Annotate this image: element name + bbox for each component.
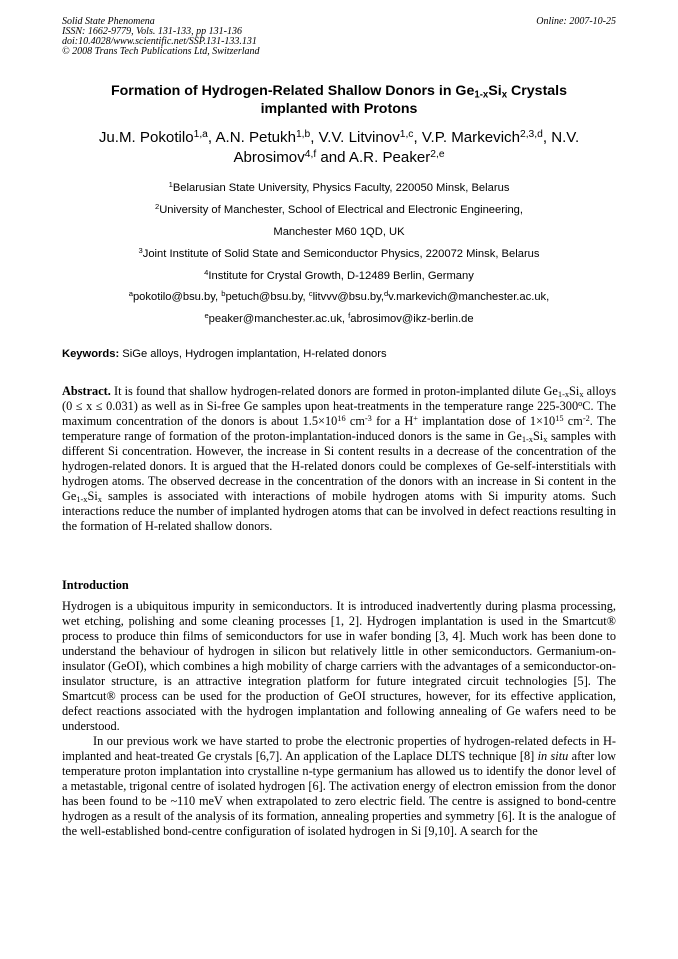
author: A.R. Peaker$^{2,e}$ <box>348 148 445 166</box>
journal-issn: ISSN: 1662-9779, Vols. 131-133, pp 131-136 <box>62 26 242 37</box>
title-text: Crystals <box>507 83 568 99</box>
author: Ju.M. Pokotilo$^{1,a}$ <box>98 128 208 146</box>
author-list: Ju.M. Pokotilo$^{1,a}$, A.N. Petukh$^{1,b}$, V.V. Litvinov$^{1,c}$, V.P. Markevich$^{2,3,d}$, N.V. Abrosimov$^{4,f}$ and A.R. Peaker$^{2,e}$ <box>98 128 580 166</box>
affiliation: $^2$University of Manchester, School of Electrical and Electronic Engineering, <box>154 202 523 216</box>
title-text: Si <box>488 83 502 99</box>
author: N.V. Abrosimov$^{4,f}$ <box>233 129 580 166</box>
title-text: Formation of Hydrogen-Related Shallow Donors in Ge <box>110 83 475 99</box>
affiliation: $^4$Institute for Crystal Growth, D-12489 Berlin, Germany <box>204 268 474 282</box>
affiliation: $^3$Joint Institute of Solid State and Semiconductor Physics, 220072 Minsk, Belarus <box>138 246 540 260</box>
author: A.N. Petukh$^{1,b}$ <box>215 128 311 146</box>
email-link[interactable]: petuch@bsu.by, <box>225 291 309 303</box>
journal-name: Solid State Phenomena <box>62 16 155 27</box>
abstract-label: Abstract. <box>62 384 111 398</box>
keywords <box>62 347 616 361</box>
journal-copyright: © 2008 Trans Tech Publications Ltd, Switzerland <box>62 46 260 57</box>
affiliation: $^1$Belarusian State University, Physics Faculty, 220050 Minsk, Belarus <box>168 180 510 194</box>
journal-doi: doi:10.4028/www.scientific.net/SSP.131-133.131 <box>62 36 257 47</box>
keywords-label: Keywords: <box>62 348 120 360</box>
journal-header <box>62 17 260 57</box>
affiliation: Manchester M60 1QD, UK <box>273 226 405 238</box>
email-line: $^a$pokotilo@bsu.by, $^b$petuch@bsu.by, $^c$litvvv@bsu.by,$^d$v.markevich@manchester.ac.uk, <box>128 289 550 303</box>
abstract: Abstract. It is found that shallow hydrogen-related donors are formed in proton-implanted dilute $Ge_{1-x}Si_x$ alloys (0 ≤ x ≤ 0.031) as well as in Si-free Ge samples upon heat-treatments in the temperature range 225-300$^o$C. The maximum concentration of the donors is about $1.5\times 10^{16}$ $cm^{-3}$ for a H+ implantation dose of $1\times 10^{15}$ $cm^{-2}$. The temperature range of formation of the proton-implantation-induced donors is the same in $Ge_{1-x}Si_x$ samples with different Si concentration. However, the increase in Si content results in a decrease of the concentration of the hydrogen-related donors. It is argued that the H-related donors could be complexes of Ge-self-interstitials with hydrogen atoms. The observed decrease in the concentration of the donors with an increase in Si content in the $Ge_{1-x}Si_x$ samples is associated with interactions of mobile hydrogen atoms with Si impurity atoms. Such interactions reduce the number of implanted hydrogen atoms that can be involved in defect reactions resulting in the formation of H-related shallow donors. <box>62 384 617 533</box>
email-line: $^e$peaker@manchester.ac.uk, $^f$abrosimov@ikz-berlin.de <box>204 311 474 325</box>
email-link[interactable]: abrosimov@ikz-berlin.de <box>350 313 474 325</box>
keywords-text: SiGe alloys, Hydrogen implantation, H-related donors <box>119 348 387 360</box>
section-heading: Introduction <box>62 578 129 592</box>
author: V.V. Litvinov$^{1,c}$ <box>318 128 414 146</box>
title-subscript: 1-x <box>474 89 489 101</box>
paper-title <box>62 82 616 118</box>
email-link[interactable]: peaker@manchester.ac.uk, <box>208 313 349 325</box>
email-link[interactable]: litvvv@bsu.by, <box>312 291 385 303</box>
online-date: Online: 2007-10-25 <box>536 16 616 27</box>
author: V.P. Markevich$^{2,3,d}$ <box>421 128 543 146</box>
paragraph: Hydrogen is a ubiquitous impurity in semiconductors. It is introduced inadvertently during plasma processing, wet etching, polishing and some cleaning processes [1, 2]. Hydrogen implantation is used in the Smartcut® process to produce thin films of semiconductors for use in wafer bonding [3, 4]. Much work has been done to understand the behaviour of hydrogen in silicon but relatively little in other semiconductors. Germanium-on-insulator (GeOI), which combines a high mobility of charge carriers with the advantages of a semiconductor-on-insulator structure, is an attractive integration platform for future integrated circuit technologies [5]. The Smartcut® process can be used for the production of GeOI structures, however, for its effective application, defect reactions associated with the hydrogen implantation and following annealing of Ge wafers need to be understood. <box>62 599 616 733</box>
title-subscript: x <box>501 89 508 101</box>
introduction-body <box>62 599 616 839</box>
email-link[interactable]: v.markevich@manchester.ac.uk, <box>388 291 550 303</box>
paragraph: In our previous work we have started to probe the electronic properties of hydrogen-related defects in H-implanted and heat-treated Ge crystals [6,7]. An application of the Laplace DLTS technique [8] in situ after low temperature proton implantation into crystalline n-type germanium has allowed us to identify the donor level of a metastable, trigonal centre of isolated hydrogen [6]. The activation energy of electron emission from the donor has been found to be ~110 meV when extrapolated to zero electric field. The centre is assigned to bond-centre hydrogen as a result of the analysis of its formation, annealing properties and symmetry [6]. It is the analogue of the well-established bond-centre configuration of isolated hydrogen in Si [9,10]. A search for the <box>62 734 616 838</box>
title-line-2: implanted with Protons <box>260 101 418 117</box>
email-link[interactable]: pokotilo@bsu.by, <box>132 291 222 303</box>
